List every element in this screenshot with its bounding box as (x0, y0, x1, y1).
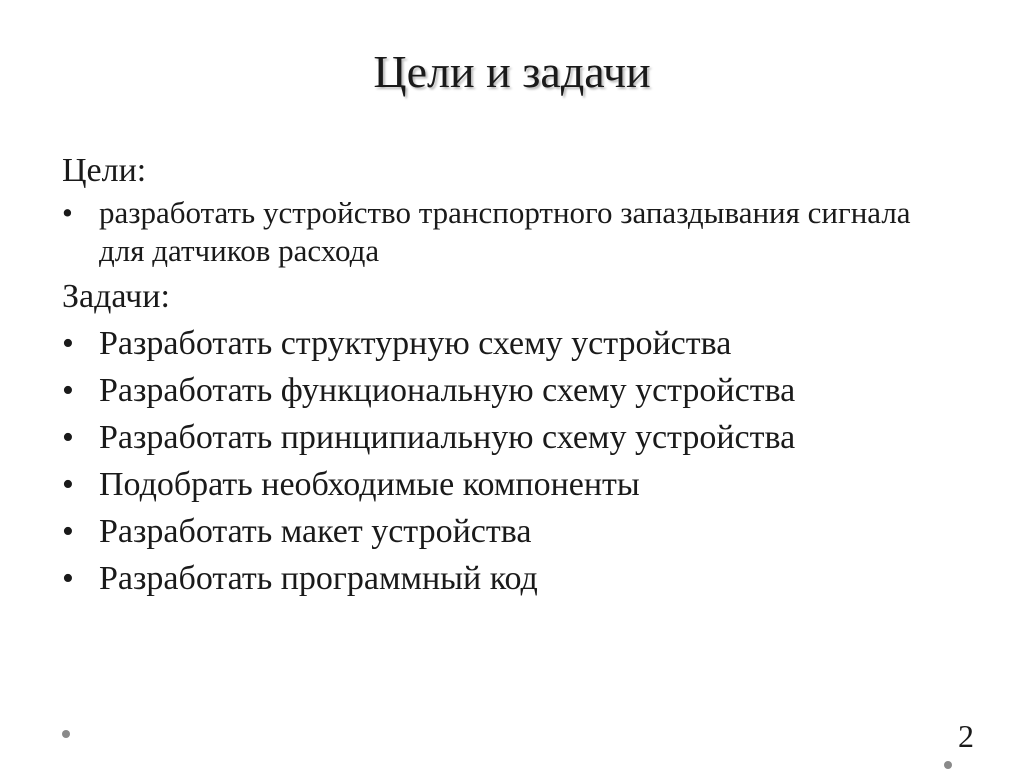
task-text: Подобрать необходимые компоненты (99, 466, 640, 503)
goal-item (62, 194, 962, 270)
bullet-icon: • (62, 419, 74, 456)
task-item (62, 558, 962, 600)
task-text: Разработать программный код (99, 560, 538, 597)
task-item (62, 370, 962, 412)
task-item (62, 511, 962, 553)
task-text: Разработать структурную схему устройства (99, 325, 732, 362)
tasks-heading: Задачи: (62, 278, 170, 315)
tasks-list (62, 323, 962, 600)
slide-content (62, 150, 962, 600)
slide-title: Цели и задачи (373, 46, 651, 97)
page-number: 2 (958, 718, 974, 754)
task-text: Разработать принципиальную схему устройства (99, 419, 796, 456)
nav-dot-right-icon (944, 761, 952, 769)
nav-dot-left-icon (62, 730, 70, 738)
task-item (62, 417, 962, 459)
bullet-icon: • (62, 560, 74, 597)
task-text: Разработать функциональную схему устройства (99, 372, 796, 409)
bullet-icon: • (62, 513, 74, 550)
task-item (62, 323, 962, 365)
goal-text: разработать устройство транспортного запаздывания сигнала для датчиков расхода (99, 195, 911, 268)
goals-list (62, 194, 962, 270)
task-text: Разработать макет устройства (99, 513, 532, 550)
bullet-icon: • (62, 466, 74, 503)
task-item (62, 464, 962, 506)
goals-heading: Цели: (62, 152, 147, 189)
bullet-icon: • (62, 325, 74, 362)
bullet-icon: • (62, 195, 73, 230)
bullet-icon: • (62, 372, 74, 409)
